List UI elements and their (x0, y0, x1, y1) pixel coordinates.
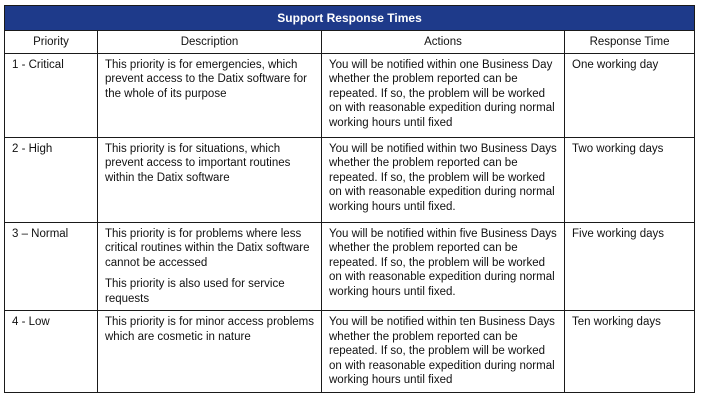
description-cell (98, 222, 322, 311)
description-text: This priority is for problems where less critical routines within the Datix software cannot be accessed (105, 227, 310, 269)
table-row (5, 311, 695, 393)
description-cell (98, 137, 322, 222)
response-time-cell: Two working days (565, 137, 695, 222)
actions-cell: You will be notified within five Business Days whether the problem reported can be repeated. If so, the problem will be worked on with reasonable expedition during normal working hours until fixed. (322, 222, 565, 311)
table-row (5, 53, 695, 137)
description-text: This priority is for emergencies, which prevent access to the Datix software for the whole of its purpose (105, 58, 307, 100)
actions-cell: You will be notified within one Business Day whether the problem reported can be repeated. If so, the problem will be worked on with reasonable expedition during normal working hours until fixed (322, 53, 565, 137)
actions-cell: You will be notified within two Business Days whether the problem reported can be repeated. If so, the problem will be worked on with reasonable expedition during normal working hours until fixed. (322, 137, 565, 222)
support-response-times-table (4, 5, 695, 393)
table-row (5, 222, 695, 311)
description-text: This priority is for situations, which prevent access to important routines within the Datix software (105, 142, 291, 184)
description-cell (98, 311, 322, 393)
header-priority: Priority (5, 31, 98, 54)
response-time-cell: Ten working days (565, 311, 695, 393)
table-title-row (5, 6, 695, 31)
response-time-cell: One working day (565, 53, 695, 137)
priority-cell: 2 - High (5, 137, 98, 222)
description-text: This priority is also used for service requests (105, 278, 285, 305)
header-response-time: Response Time (565, 31, 695, 54)
header-description: Description (98, 31, 322, 54)
priority-cell: 3 – Normal (5, 222, 98, 311)
table-header-row (5, 31, 695, 54)
description-text: This priority is for minor access problems which are cosmetic in nature (105, 316, 314, 343)
description-cell (98, 53, 322, 137)
header-actions: Actions (322, 31, 565, 54)
actions-cell: You will be notified within ten Business Days whether the problem reported can be repeated. If so, the problem will be worked on with reasonable expedition during normal working hours until fixed (322, 311, 565, 393)
table-row (5, 137, 695, 222)
response-time-cell: Five working days (565, 222, 695, 311)
table-title: Support Response Times (5, 6, 695, 31)
priority-cell: 4 - Low (5, 311, 98, 393)
priority-cell: 1 - Critical (5, 53, 98, 137)
